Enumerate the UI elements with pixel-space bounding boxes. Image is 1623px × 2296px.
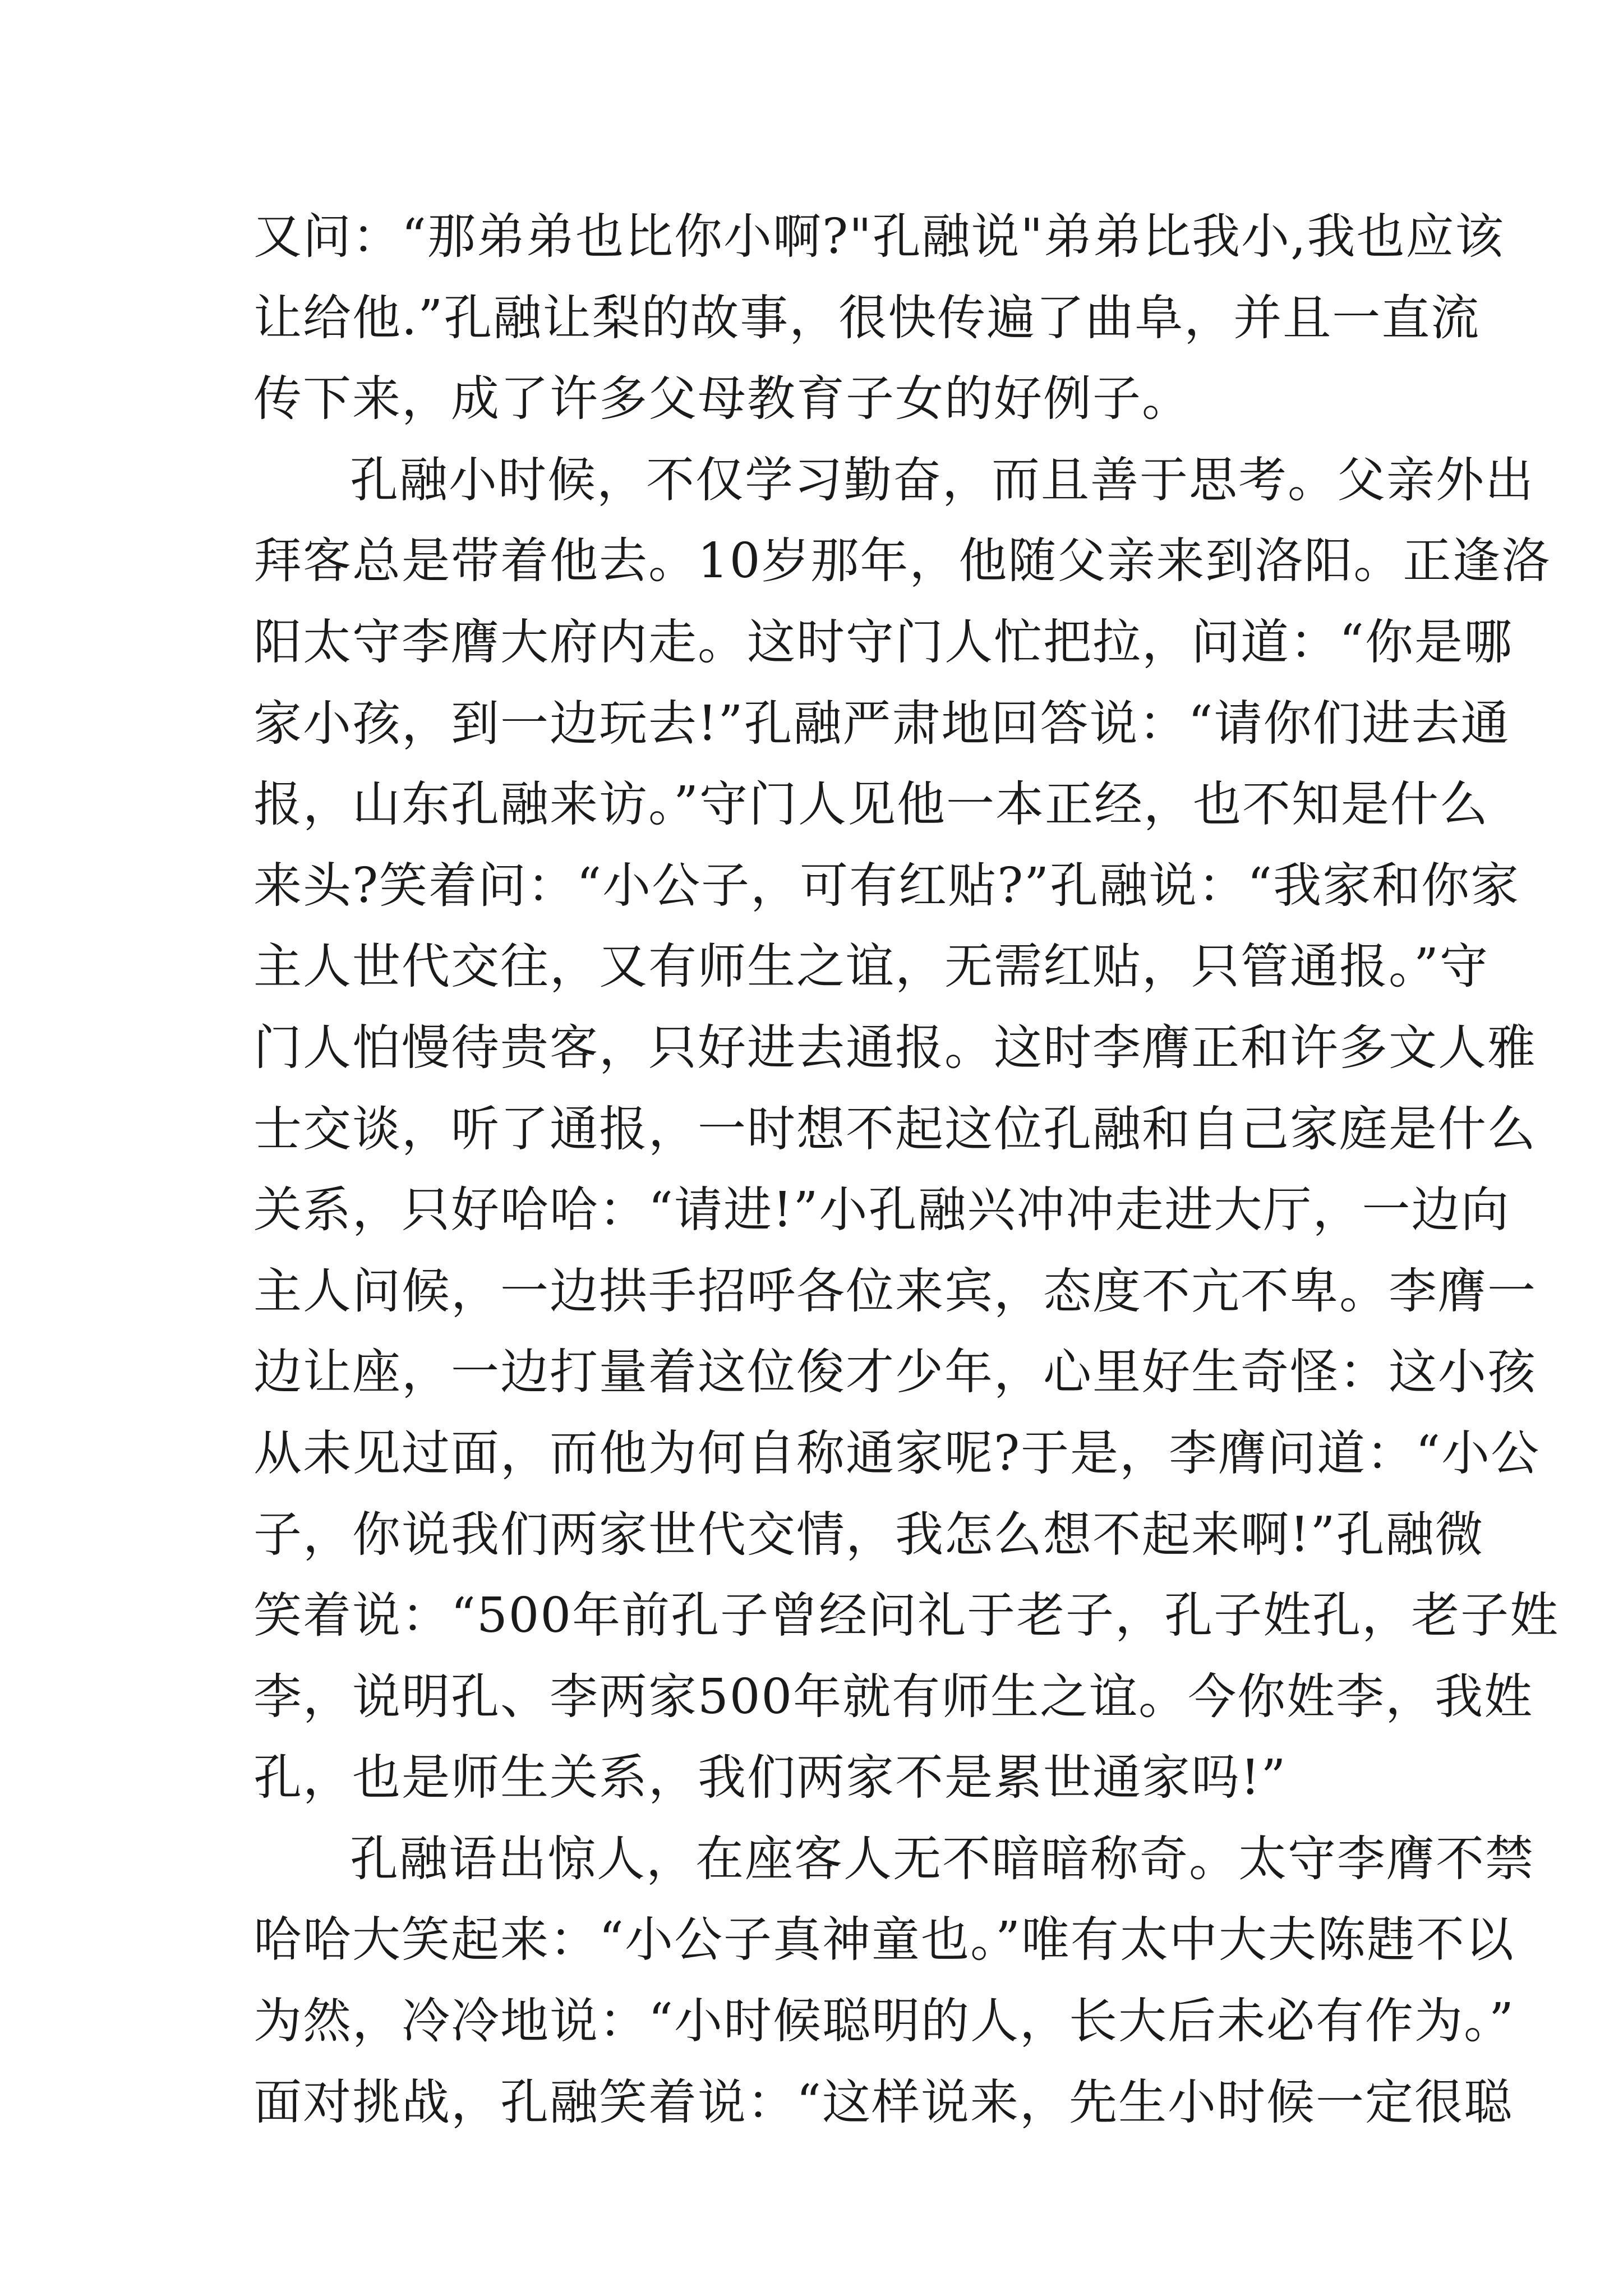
text-line: 主人世代交往，又有师生之谊，无需红贴，只管通报。”守 (253, 938, 1489, 995)
text-line: 来头?笑着问：“小公子，可有红贴?”孔融说：“我家和你家 (253, 857, 1520, 914)
text-line: 主人问候，一边拱手招呼各位来宾，态度不亢不卑。李膺一 (253, 1263, 1537, 1319)
text-line: 边让座，一边打量着这位俊才少年，心里好生奇怪：这小孩 (253, 1344, 1537, 1401)
text-line: 拜客总是带着他去。10岁那年，他随父亲来到洛阳。正逢洛 (253, 533, 1551, 590)
text-line: 为然，冷冷地说：“小时候聪明的人，长大后未必有作为。” (253, 1993, 1515, 2050)
text-line: 笑着说：“500年前孔子曾经问礼于老子，孔子姓孔，老子姓 (253, 1588, 1560, 1644)
text-line: 报，山东孔融来访。”守门人见他一本正经，也不知是什么 (253, 776, 1489, 833)
text-line: 让给他.”孔融让梨的故事，很快传遍了曲阜，并且一直流 (253, 289, 1481, 346)
text-line: 阳太守李膺大府内走。这时守门人忙把拉，问道：“你是哪 (253, 614, 1513, 670)
text-line: 士交谈，听了通报，一时想不起这位孔融和自己家庭是什么 (253, 1101, 1537, 1157)
text-line: 又问：“那弟弟也比你小啊?"孔融说"弟弟比我小,我也应该 (253, 209, 1505, 265)
text-line: 传下来，成了许多父母教育子女的好例子。 (253, 371, 1191, 427)
text-line: 子，你说我们两家世代交情，我怎么想不起来啊!”孔融微 (253, 1506, 1484, 1563)
text-line: 哈哈大笑起来：“小公子真神童也。”唯有太中大夫陈韪不以 (253, 1912, 1515, 1968)
text-line: 家小孩，到一边玩去!”孔融严肃地回答说：“请你们进去通 (253, 695, 1510, 752)
text-line: 李，说明孔、李两家500年就有师生之谊。今你姓李，我姓 (253, 1668, 1534, 1725)
text-line: 从未见过面，而他为何自称通家呢?于是，李膺问道：“小公 (253, 1425, 1541, 1481)
text-line: 关系，只好哈哈：“请进!”小孔融兴冲冲走进大厅，一边向 (253, 1182, 1510, 1239)
text-line: 门人怕慢待贵客，只好进去通报。这时李膺正和许多文人雅 (253, 1019, 1537, 1076)
paragraph-first-line: 孔融语出惊人，在座客人无不暗暗称奇。太守李膺不禁 (350, 1830, 1534, 1887)
body-text (253, 196, 1560, 2143)
text-line: 面对挑战，孔融笑着说：“这样说来，先生小时候一定很聪 (253, 2074, 1513, 2131)
paragraph-first-line: 孔融小时候，不仅学习勤奋，而且善于思考。父亲外出 (350, 452, 1534, 508)
text-line: 孔，也是师生关系，我们两家不是累世通家吗!” (253, 1750, 1287, 1806)
